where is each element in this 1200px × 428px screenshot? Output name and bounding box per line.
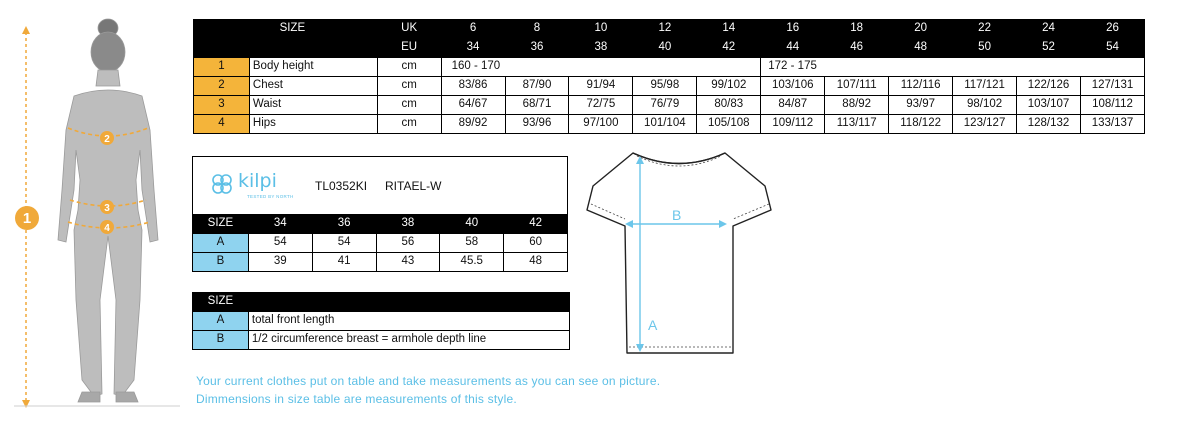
cell: 83/86 <box>441 77 505 96</box>
uk-cell: 16 <box>761 20 825 39</box>
table-row <box>194 96 1145 115</box>
cell: 87/90 <box>505 77 569 96</box>
cell: 128/132 <box>1017 115 1081 134</box>
row-name: Body height <box>249 58 377 77</box>
svg-text:2: 2 <box>104 134 110 145</box>
cell: 108/112 <box>1081 96 1145 115</box>
cell: 68/71 <box>505 96 569 115</box>
product-size-cell: 40 <box>440 215 504 234</box>
uk-cell: 14 <box>697 20 761 39</box>
table-row <box>193 253 568 272</box>
brand-name: kilpi <box>238 170 277 192</box>
cell: 127/131 <box>1081 77 1145 96</box>
cell: 98/102 <box>953 96 1017 115</box>
cell: 45.5 <box>440 253 504 272</box>
cell: 80/83 <box>697 96 761 115</box>
cell: 54 <box>312 234 376 253</box>
eu-cell: 46 <box>825 39 889 58</box>
table-row <box>193 331 570 350</box>
row-name: Hips <box>249 115 377 134</box>
eu-cell: 34 <box>441 39 505 58</box>
cell: 43 <box>376 253 440 272</box>
row-number: 4 <box>194 115 250 134</box>
cell: 99/102 <box>697 77 761 96</box>
marker-4-icon <box>100 220 114 234</box>
svg-text:3: 3 <box>104 203 110 214</box>
cell: 93/96 <box>505 115 569 134</box>
svg-text:4: 4 <box>104 223 110 234</box>
cell: 88/92 <box>825 96 889 115</box>
eu-cell: 48 <box>889 39 953 58</box>
height-range-a: 160 - 170 <box>441 58 761 77</box>
cell: 97/100 <box>569 115 633 134</box>
legend-text: total front length <box>248 312 569 331</box>
product-code: TL0352KI <box>315 179 368 193</box>
tshirt-drawing <box>585 148 775 358</box>
main-size-table <box>193 19 1145 134</box>
table-row <box>194 58 1145 77</box>
eu-cell: 40 <box>633 39 697 58</box>
row-name: Waist <box>249 96 377 115</box>
cell: 101/104 <box>633 115 697 134</box>
marker-1-icon <box>15 206 39 230</box>
product-name: RITAEL-W <box>385 179 442 193</box>
uk-label: UK <box>377 20 441 39</box>
uk-cell: 26 <box>1081 20 1145 39</box>
marker-2-icon <box>100 131 114 145</box>
uk-cell: 24 <box>1017 20 1081 39</box>
legend-table <box>192 292 570 350</box>
cell: 41 <box>312 253 376 272</box>
cell: 91/94 <box>569 77 633 96</box>
product-size-header: SIZE <box>193 215 249 234</box>
marker-3-icon <box>100 200 114 214</box>
note-line-2: Dimmensions in size table are measurements of this style. <box>196 392 517 406</box>
cell: 76/79 <box>633 96 697 115</box>
cell: 54 <box>248 234 312 253</box>
cell: 89/92 <box>441 115 505 134</box>
row-unit: cm <box>377 58 441 77</box>
table-row <box>194 115 1145 134</box>
cell: 109/112 <box>761 115 825 134</box>
row-unit: cm <box>377 115 441 134</box>
uk-cell: 10 <box>569 20 633 39</box>
table-row <box>193 312 570 331</box>
eu-cell: 52 <box>1017 39 1081 58</box>
cell: 64/67 <box>441 96 505 115</box>
uk-cell: 18 <box>825 20 889 39</box>
legend-text: 1/2 circumference breast = armhole depth line <box>248 331 569 350</box>
eu-cell: 54 <box>1081 39 1145 58</box>
product-size-cell: 34 <box>248 215 312 234</box>
table-row <box>194 77 1145 96</box>
label-a: A <box>648 317 658 333</box>
row-number: 1 <box>194 58 250 77</box>
cell: 93/97 <box>889 96 953 115</box>
cell: 60 <box>504 234 568 253</box>
row-label: B <box>193 253 249 272</box>
cell: 117/121 <box>953 77 1017 96</box>
row-number: 3 <box>194 96 250 115</box>
uk-cell: 6 <box>441 20 505 39</box>
note-line-1: Your current clothes put on table and take measurements as you can see on picture. <box>196 374 661 388</box>
uk-cell: 22 <box>953 20 1017 39</box>
table-row <box>193 234 568 253</box>
cell: 103/106 <box>761 77 825 96</box>
row-label: A <box>193 312 249 331</box>
product-size-cell: 38 <box>376 215 440 234</box>
cell: 56 <box>376 234 440 253</box>
brand-logo <box>209 169 299 209</box>
row-label: B <box>193 331 249 350</box>
cell: 103/107 <box>1017 96 1081 115</box>
cell: 133/137 <box>1081 115 1145 134</box>
row-unit: cm <box>377 77 441 96</box>
legend-size-header: SIZE <box>193 293 249 312</box>
brand-tagline: TESTED BY NORTH <box>247 194 294 199</box>
cell: 112/116 <box>889 77 953 96</box>
eu-cell: 42 <box>697 39 761 58</box>
measure-a-arrow <box>636 156 644 352</box>
eu-cell: 44 <box>761 39 825 58</box>
size-header: SIZE <box>194 20 378 39</box>
body-figure <box>0 0 190 428</box>
eu-label: EU <box>377 39 441 58</box>
svg-text:1: 1 <box>22 210 32 227</box>
cell: 58 <box>440 234 504 253</box>
uk-cell: 20 <box>889 20 953 39</box>
row-label: A <box>193 234 249 253</box>
cell: 95/98 <box>633 77 697 96</box>
eu-cell: 38 <box>569 39 633 58</box>
cell: 84/87 <box>761 96 825 115</box>
row-name: Chest <box>249 77 377 96</box>
kilpi-logo-icon <box>209 171 235 197</box>
eu-cell: 36 <box>505 39 569 58</box>
product-size-cell: 36 <box>312 215 376 234</box>
cell: 72/75 <box>569 96 633 115</box>
cell: 113/117 <box>825 115 889 134</box>
label-b: B <box>672 207 682 223</box>
uk-cell: 8 <box>505 20 569 39</box>
eu-cell: 50 <box>953 39 1017 58</box>
row-unit: cm <box>377 96 441 115</box>
row-number: 2 <box>194 77 250 96</box>
cell: 105/108 <box>697 115 761 134</box>
product-size-cell: 42 <box>504 215 568 234</box>
cell: 122/126 <box>1017 77 1081 96</box>
cell: 118/122 <box>889 115 953 134</box>
height-range-b: 172 - 175 <box>761 58 1145 77</box>
cell: 48 <box>504 253 568 272</box>
product-size-table <box>192 214 568 272</box>
cell: 39 <box>248 253 312 272</box>
cell: 107/111 <box>825 77 889 96</box>
uk-cell: 12 <box>633 20 697 39</box>
cell: 123/127 <box>953 115 1017 134</box>
